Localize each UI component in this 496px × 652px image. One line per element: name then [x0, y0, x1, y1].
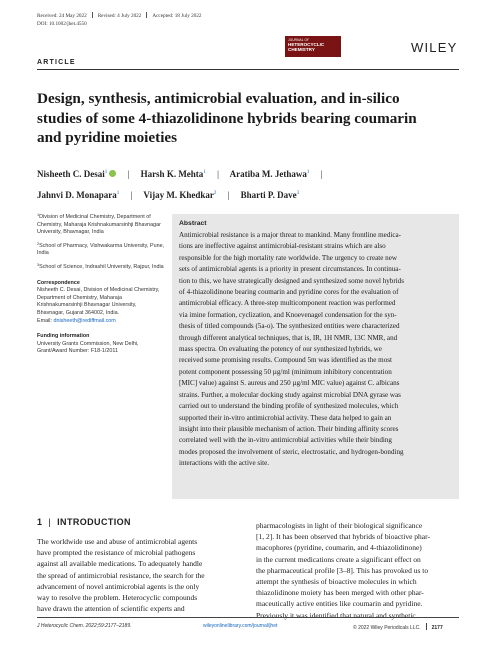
abstract-line: insight into their plausible mechanism of action. Their binding affinity scores: [179, 424, 399, 433]
body-text-line: The worldwide use and abuse of antimicrobial agents: [37, 537, 198, 546]
header-divider: [37, 69, 459, 70]
abstract-line: tion to this, we have strategically designed and synthesized some novel hybrids: [179, 276, 404, 285]
abstract-line: correlated well with the in-vitro antimicrobial activities while their binding: [179, 436, 392, 445]
abstract-line: carried out to understand the binding profile of synthesized molecules, which: [179, 402, 399, 411]
body-text-line: against all available medications. To adequately handle: [37, 559, 203, 569]
doi[interactable]: DOI: 10.1002/jhet.4550: [37, 21, 87, 27]
affiliation-marker[interactable]: 1: [104, 170, 108, 175]
section-number: 1: [37, 517, 43, 527]
author-name[interactable]: Aratiba M. Jethawa: [229, 169, 307, 179]
paper-title: [37, 89, 467, 148]
page-number: 2177: [431, 625, 443, 631]
accepted-date: Accepted: 18 July 2022: [152, 13, 202, 19]
abstract-line: received some promising results. Compound 5m was identified as the most: [179, 356, 392, 365]
orcid-icon[interactable]: [109, 170, 116, 177]
abstract-line: thesis of titled compounds (5a-o). The synthesized entities were characterized: [179, 322, 400, 331]
abstract-line: sets of antimicrobial agents is a priority in present circumstances. In continua-: [179, 265, 401, 274]
abstract-line: supported their in-vitro antimicrobial activity. These data helped to gain an: [179, 413, 392, 422]
body-text-line: in the current medications create a significant effect on: [256, 554, 421, 564]
email-link[interactable]: dnisheeth@rediffmail.com: [53, 317, 116, 324]
author-separator: |: [320, 169, 323, 179]
journal-logo-line3: CHEMISTRY: [288, 47, 315, 53]
intro-right-column: [256, 520, 468, 621]
correspondence-heading: Correspondence: [37, 279, 80, 286]
title-line: Design, synthesis, antimicrobial evaluation, and in-silico: [37, 90, 400, 107]
funding-text: University Grants Commission, New Delhi, Grant/Award Number: F18-1/2011: [37, 340, 139, 355]
publisher-logo: WILEY: [411, 40, 458, 55]
abstract-line: antimicrobial efficacy. A three-step multicomponent reaction was performed: [179, 299, 396, 308]
correspondence-text: Nisheeth C. Desai, Division of Medicinal Chemistry, Department of Chemistry, Maharaja Krishnakumarsinhji Bhavnagar University, Bhavnagar, Gujarat 364002, India. Email: dnisheeth@rediffmail.com: [37, 287, 160, 324]
body-text-line: attempt the synthesis of bioactive molecules in which: [256, 577, 417, 587]
section-title: INTRODUCTION: [57, 517, 131, 527]
abstract-line: responsible for the high mortality rate worldwide. The urgency to create new: [179, 253, 397, 262]
journal-logo-line1: JOURNAL OF: [288, 38, 310, 42]
abstract-box: [172, 214, 459, 499]
affiliation-marker[interactable]: 3: [296, 191, 300, 196]
abstract-line: modes proposed the involvement of steric, electrostatic, and hydrogen-bonding: [179, 447, 404, 456]
abstract-line: via imine formation, cyclization, and Knoevenagel condensation for the syn-: [179, 310, 397, 319]
author-separator: |: [130, 190, 133, 200]
intro-left-column: [37, 536, 249, 614]
affiliation-marker[interactable]: 1: [116, 191, 120, 196]
abstract-line: tions are ineffective against antimicrobial-resistant strains which are also: [179, 242, 386, 251]
article-history: [37, 12, 202, 19]
copyright-text: © 2022 Wiley Periodicals LLC.: [353, 625, 421, 631]
body-text-line: [1, 2]. It has been observed that hybrids of bioactive phar-: [256, 532, 430, 542]
received-date: Received: 24 May 2022: [37, 13, 87, 19]
body-text-line: pharmacologists in light of their biological significance: [256, 521, 423, 530]
body-text-line: the pharmaceutical profile [3–8]. This has provoked us to: [256, 565, 429, 575]
abstract-line: mass spectra. On evaluating the potency of our synthesized hybrids, we: [179, 345, 382, 354]
body-text-line: have prompted the resistance of microbial pathogens: [37, 548, 196, 558]
footer-divider: [37, 617, 459, 618]
section-heading: 1 | INTRODUCTION: [37, 517, 131, 527]
journal-citation: J Heterocyclic Chem. 2022;59:2177–2189.: [37, 623, 132, 629]
journal-logo-line2: HETEROCYCLIC: [288, 42, 325, 47]
affiliation: $^1$Division of Medicinal Chemistry, Department of Chemistry, Maharaja Krishnakumarsinhji Bhavnagar University, Bhavnagar, India: [37, 213, 161, 236]
body-text-line: have drawn the attention of scientific experts and: [37, 604, 185, 614]
abstract-line: strains. Further, a molecular docking study against microbial DNA gyrase was: [179, 390, 401, 399]
body-text-line: macophores (pyridine, coumarin, and 4-thiazolidinone): [256, 543, 422, 553]
article-type-label: ARTICLE: [37, 59, 76, 66]
title-line: studies of some 4-thiazolidinone hybrids bearing coumarin: [37, 109, 417, 127]
body-text-line: maceutically active entities like coumarin and pyridine.: [256, 599, 423, 609]
author-name[interactable]: Bharti P. Dave: [240, 190, 297, 200]
author-separator: |: [217, 169, 219, 179]
title-line: and pyridine moieties: [37, 129, 178, 146]
body-text-line: way to resolve the problem. Heterocyclic compounds: [37, 593, 198, 603]
affiliation-marker[interactable]: 2: [213, 191, 217, 196]
abstract-line: of 4-thiazolidinone bearing coumarin and pyridine cores for the evaluation of: [179, 288, 399, 297]
author-name[interactable]: Harsh K. Mehta: [140, 169, 204, 179]
revised-date: Revised: 4 July 2022: [97, 13, 142, 19]
abstract-line: [MIC] value) against S. aureus and 250 µg/ml MIC value) against C. albicans: [179, 379, 400, 388]
author-name[interactable]: Vijay M. Khedkar: [143, 190, 214, 200]
body-text-line: thiazolidinone moiety has been merged with other phar-: [256, 588, 424, 598]
abstract-line: Antimicrobial resistance is a major threat to mankind. Many frontline medica-: [179, 231, 402, 239]
affiliations-column: [37, 212, 165, 360]
abstract-line: interactions with the active site.: [179, 459, 270, 468]
author-name[interactable]: Jahnvi D. Monapara: [37, 190, 117, 200]
journal-logo: [285, 36, 341, 57]
copyright: [353, 623, 443, 631]
author-separator: |: [227, 190, 230, 200]
abstract-heading: Abstract: [179, 220, 207, 227]
body-text-line: Previously it was identified that natural and synthetic: [256, 610, 416, 620]
affiliation-marker[interactable]: 1: [203, 170, 206, 175]
author-list: [37, 163, 467, 205]
affiliation: $^2$School of Pharmacy, Vishwakarma University, Pune, India: [37, 241, 165, 257]
body-text-line: advancement of novel antimicrobial agents is the only: [37, 581, 200, 591]
funding-heading: Funding information: [37, 333, 90, 340]
author-name[interactable]: Nisheeth C. Desai: [37, 169, 105, 179]
abstract-line: through different analytical techniques, that is, IR, 1H NMR, 13C NMR, and: [179, 333, 398, 342]
affiliation-marker[interactable]: 1: [306, 170, 310, 175]
abstract-line: potent component possessing 50 µg/ml (minimum inhibitory concentration: [179, 367, 392, 376]
author-separator: |: [127, 169, 130, 179]
journal-url-link[interactable]: wileyonlinelibrary.com/journal/jhet: [203, 623, 278, 629]
abstract-body: [179, 230, 452, 470]
affiliation: $^3$School of Science, Indrashil University, Rajpur, India: [37, 262, 164, 270]
body-text-line: the spread of antimicrobial resistance, the search for the: [37, 570, 205, 580]
